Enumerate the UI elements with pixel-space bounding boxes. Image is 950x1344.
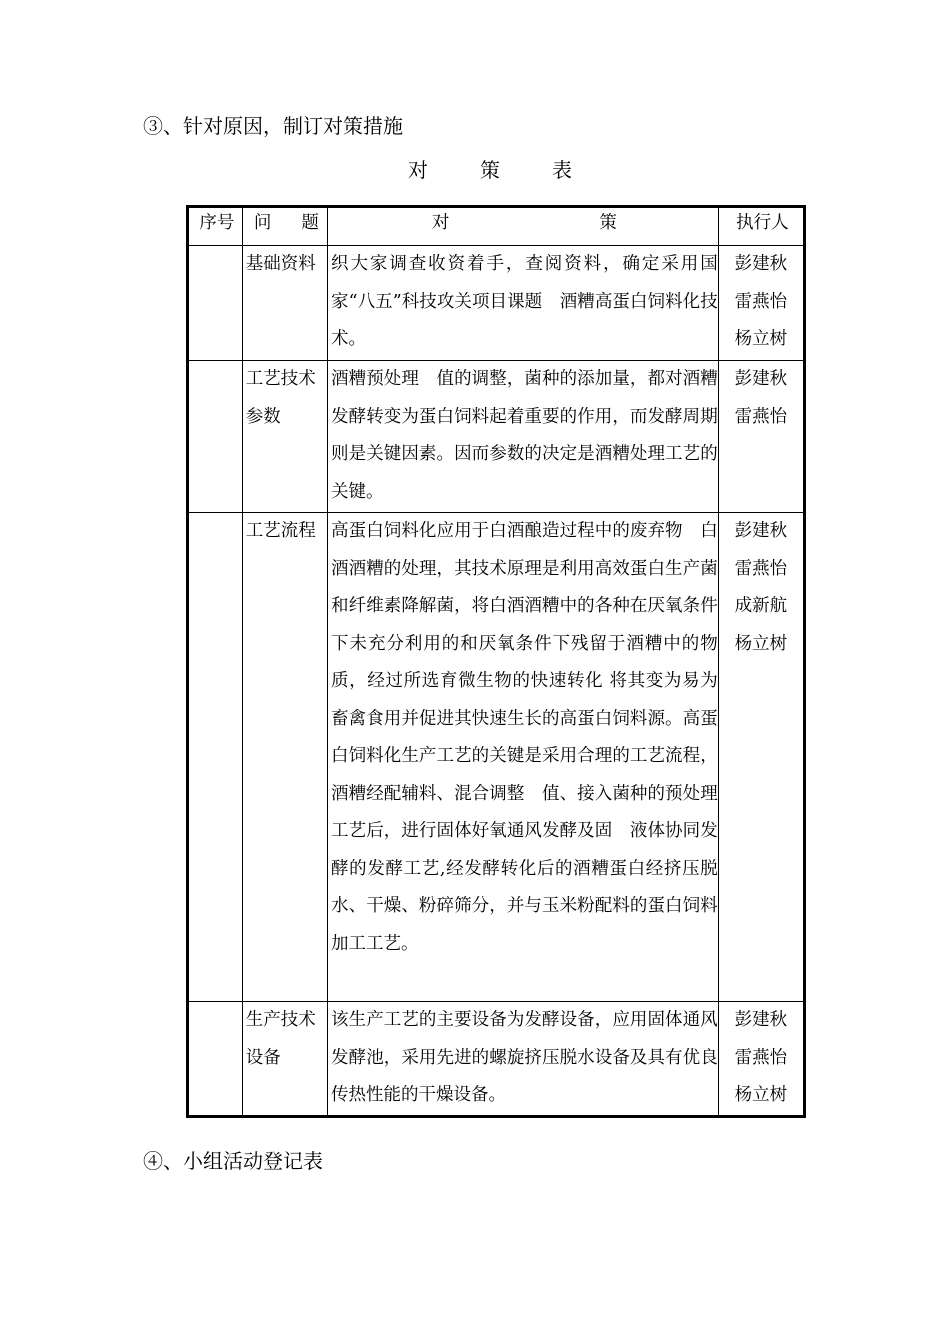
cell-executors — [718, 1002, 804, 1117]
executor-name: 彭建秋 — [734, 1010, 788, 1030]
header-issue-part-2: 题 — [301, 213, 319, 233]
table-title — [408, 156, 572, 184]
cell-seq — [188, 246, 243, 361]
cell-seq — [188, 1002, 243, 1117]
table-header-row — [188, 207, 805, 246]
executor-name: 雷燕怡 — [734, 406, 788, 427]
cell-strategy: 织大家调查收资着手，查阅资料，确定采用国家“八五”科技攻关项目课题 酒糟高蛋白饲料化技术。 — [328, 246, 719, 361]
executor-name: 雷燕怡 — [734, 558, 788, 579]
table-row — [188, 513, 805, 1002]
cell-strategy: 酒糟预处理 值的调整，菌种的添加量，都对酒糟发酵转变为蛋白饲料起着重要的作用，而发酵周期则是关键因素。因而参数的决定是酒糟处理工艺的关键。 — [328, 361, 719, 513]
executor-name: 雷燕怡 — [734, 291, 788, 312]
executor-name: 彭建秋 — [734, 369, 788, 389]
table-title-char-2: 策 — [480, 158, 500, 182]
cell-issue: 生产技术设备 — [242, 1002, 327, 1117]
executor-name: 雷燕怡 — [734, 1047, 788, 1068]
cell-executors — [718, 246, 804, 361]
table-title-char-3: 表 — [552, 158, 572, 182]
executor-name: 彭建秋 — [734, 254, 788, 274]
cell-seq — [188, 513, 243, 1002]
header-strategy — [328, 207, 719, 246]
executor-name: 彭建秋 — [734, 521, 788, 541]
countermeasure-table — [186, 205, 806, 1118]
executor-name: 成新航 — [734, 596, 788, 616]
executor-name: 杨立树 — [734, 1085, 788, 1105]
header-issue — [242, 207, 327, 246]
cell-strategy: 高蛋白饲料化应用于白酒酿造过程中的废弃物 白酒酒糟的处理，其技术原理是利用高效蛋白生产菌和纤维素降解菌，将白酒酒糟中的各种在厌氧条件下未充分利用的和厌氧条件下残留于酒糟中的物质，经过所选育微生物的快速转化 将其变为易为畜禽食用并促进其快速生长的高蛋白饲料源。高蛋白饲料化生产工艺的关键是采用合理的工艺流程，酒糟经配辅料、混合调整 值、接入菌种的预处理工艺后，进行固体好氧通风发酵及固 液体协同发酵的发酵工艺,经发酵转化后的酒糟蛋白经挤压脱水、干燥、粉碎筛分，并与玉米粉配料的蛋白饲料加工工艺。 — [328, 513, 719, 1002]
header-issue-part-1: 问 — [253, 213, 272, 233]
executor-name: 杨立树 — [734, 329, 788, 349]
cell-strategy: 该生产工艺的主要设备为发酵设备，应用固体通风发酵池，采用先进的螺旋挤压脱水设备及具有优良传热性能的干燥设备。 — [328, 1002, 719, 1117]
executor-name: 杨立树 — [734, 633, 788, 654]
cell-issue: 工艺技术参数 — [242, 361, 327, 513]
header-executor: 执行人 — [718, 207, 804, 246]
cell-seq — [188, 361, 243, 513]
table-title-char-1: 对 — [408, 158, 428, 182]
header-strategy-part-1: 对 — [431, 213, 450, 233]
table-row — [188, 246, 805, 361]
table-row — [188, 1002, 805, 1117]
cell-issue: 基础资料 — [242, 246, 327, 361]
header-seq: 序号 — [188, 207, 243, 246]
cell-issue: 工艺流程 — [242, 513, 327, 1002]
section-3-heading: ③、针对原因，制订对策措施 — [143, 114, 403, 138]
cell-executors — [718, 361, 804, 513]
cell-executors — [718, 513, 804, 1002]
table-row — [188, 361, 805, 513]
section-4-heading: ④、小组活动登记表 — [143, 1149, 323, 1173]
header-strategy-part-2: 策 — [599, 213, 617, 233]
